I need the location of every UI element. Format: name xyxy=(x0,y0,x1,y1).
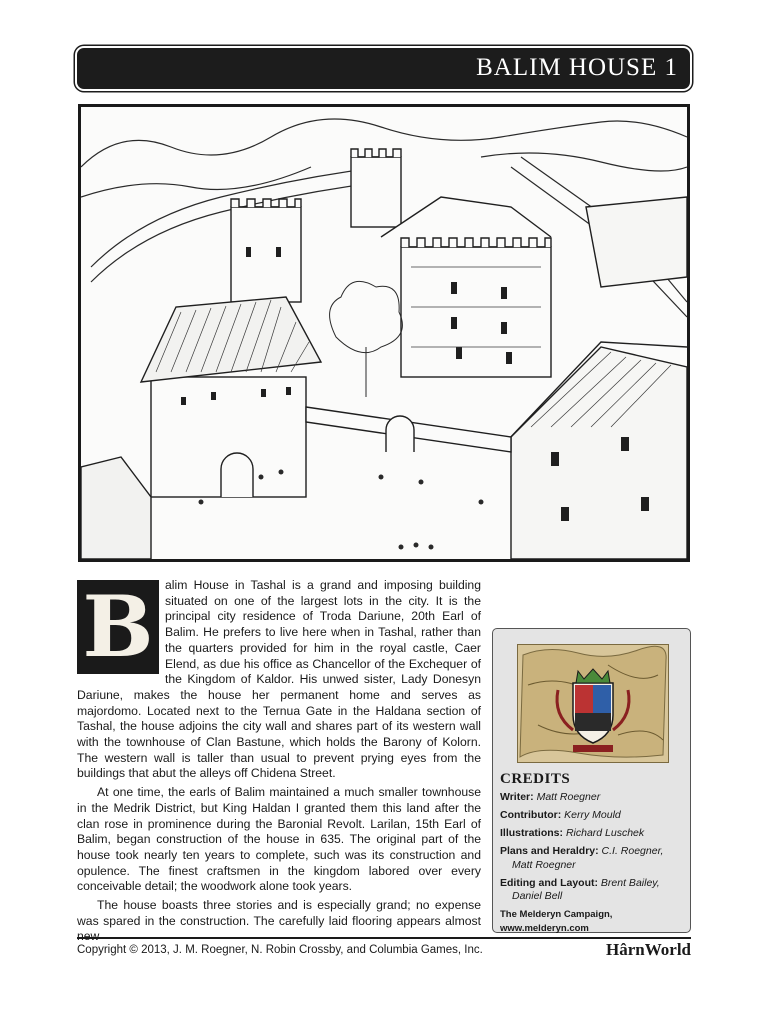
footer-divider xyxy=(77,937,691,939)
credit-contributor xyxy=(500,809,686,823)
credit-editing xyxy=(500,877,686,904)
credit-label: Editing and Layout: xyxy=(500,876,598,889)
credit-label: Contributor: xyxy=(500,809,562,821)
credit-illustrations xyxy=(500,827,686,841)
credit-lines xyxy=(500,791,686,935)
header-bar xyxy=(77,48,690,89)
footer-copyright: Copyright © 2013, J. M. Roegner, N. Robin Crossby, and Columbia Games, Inc. xyxy=(77,944,483,956)
credit-writer xyxy=(500,791,686,805)
footer-brand-logo: HârnWorld xyxy=(605,940,691,959)
paragraph-3: The house boasts three stories and is especially grand; no expense was spared in the construction. The carefully laid flooring appears almost xyxy=(77,898,481,928)
dropcap xyxy=(77,577,159,676)
heraldry-map xyxy=(517,644,669,763)
dropcap-letter: B xyxy=(82,577,154,676)
credit-value: Matt Roegner xyxy=(536,791,601,803)
credit-value: C.I. Roegner, xyxy=(601,845,664,857)
credit-value: Kerry Mould xyxy=(564,809,621,821)
page-title: BALIM HOUSE 1 xyxy=(476,54,678,81)
credits-box xyxy=(492,628,691,933)
castle-drawing-icon xyxy=(81,107,687,559)
credit-value: Brent Bailey, xyxy=(600,876,660,889)
credit-value: Richard Luschek xyxy=(565,827,645,839)
credit-label: Writer: xyxy=(500,791,534,803)
credit-value: Daniel Bell xyxy=(512,890,563,902)
castle-illustration xyxy=(78,104,690,562)
paragraph-2: At one time, the earls of Balim maintained a much smaller townhouse in the Medrik District, but King Haldan I granted them this land after the clan rose in prominence during the Baronial Revolt. Larilan, 15th Earl of Balim, began construction of the house in 635. The original part of the house took nearly ten years to complete, such was its construction and opulence. The finest craftsmen in the kingdom labored over every conceivable detail; the woodwork alone took years. xyxy=(77,785,481,894)
credit-label: Illustrations: xyxy=(500,827,564,839)
credit-value: Matt Roegner xyxy=(512,858,576,871)
heraldry-crest-icon xyxy=(518,645,668,762)
credits-title: CREDITS xyxy=(500,771,571,787)
credit-plans xyxy=(500,845,686,872)
article-body xyxy=(77,578,481,945)
credit-label: Plans and Heraldry: xyxy=(500,845,599,857)
credit-site-link[interactable]: The Melderyn Campaign, www.melderyn.com xyxy=(500,909,613,934)
paragraph-1: alim House in Tashal is a grand and imposing building situated on one of the largest lots in the city. It is the principal city residence of Troda Dariune, 20th Earl of Balim. He prefers to live here when in Tashal, rather than the quarters provided for him in the royal castle, Caer Elend, as due his office as Chancellor of the Exchequer of the Kingdom of Kaldor. His unwed sister, Lady Donesyn Dariune, makes the house her permanent home and serves as majordomo. Located next to the Ternua Gate in the Haldana section of Tashal, the house adjoins the city wall and shares part of its western wall with the townhouse of Clan Bastune, which holds the Barony of Kolorn. The western wall is taller than usual to prevent prying eyes from the buildings that abut the alleys off Chidena Street. xyxy=(77,578,481,781)
